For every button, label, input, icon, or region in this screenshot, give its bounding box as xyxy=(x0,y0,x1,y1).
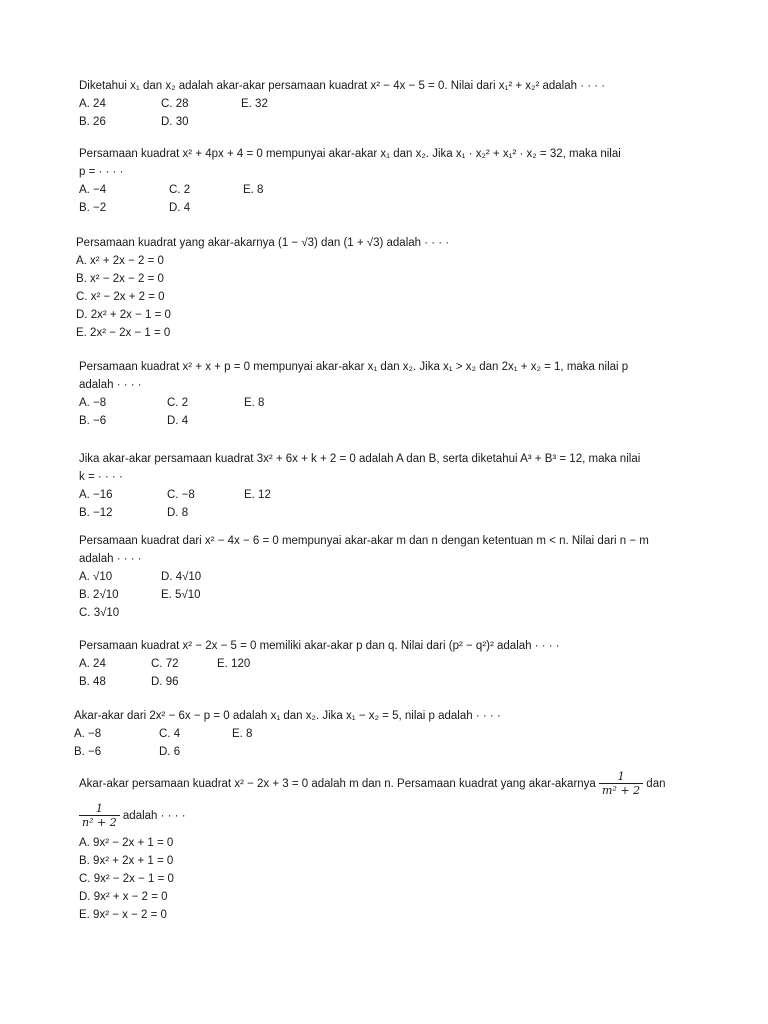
question-8-stem: Akar-akar dari 2x² − 6x − p = 0 adalah x₁ dan x₂. Jika x₁ − x₂ = 5, nilai p adalah · · · · xyxy=(74,710,501,722)
question-7 xyxy=(79,637,699,691)
question-6-stem-line-2: adalah · · · · xyxy=(79,553,142,565)
option-d: D. 4 xyxy=(167,415,189,427)
option-e: E. 8 xyxy=(243,184,264,196)
option-e: E. 5√10 xyxy=(161,589,201,601)
option-a: A. 24 xyxy=(79,658,106,670)
option-a: A. −4 xyxy=(79,184,107,196)
option-a: A. √10 xyxy=(79,571,113,583)
question-6-options-row-3 xyxy=(79,604,699,622)
question-3-option-b xyxy=(76,270,696,288)
question-1 xyxy=(79,77,699,131)
option-a: A. −16 xyxy=(79,489,113,501)
question-2 xyxy=(79,145,699,217)
option-a: A. 9x² − 2x + 1 = 0 xyxy=(79,837,174,849)
question-4-options-row-1 xyxy=(79,394,699,412)
question-2-stem-line-1: Persamaan kuadrat x² + 4px + 4 = 0 mempunyai akar-akar x₁ dan x₂. Jika x₁ · x₂² + x₁² · x₂ = 32, maka nilai xyxy=(79,148,621,160)
question-9-stem-text: Akar-akar persamaan kuadrat x² − 2x + 3 = 0 adalah m dan n. Persamaan kuadrat yang akar-akarnya xyxy=(79,778,596,790)
option-d: D. 4√10 xyxy=(161,571,202,583)
option-c: C. 72 xyxy=(151,658,179,670)
question-1-options-row-1 xyxy=(79,95,699,113)
question-7-options-row-2 xyxy=(79,673,699,691)
option-e: E. 12 xyxy=(244,489,271,501)
option-b: B. −6 xyxy=(79,415,107,427)
option-b: B. x² − 2x − 2 = 0 xyxy=(76,273,164,285)
question-9 xyxy=(79,770,719,924)
option-c: C. 2 xyxy=(167,397,189,409)
fraction-numerator: 1 xyxy=(599,770,643,784)
question-9-stem-connector: dan xyxy=(646,778,666,790)
option-c: C. 28 xyxy=(161,98,189,110)
option-b: B. −2 xyxy=(79,202,107,214)
option-c: C. −8 xyxy=(167,489,195,501)
option-e: E. 120 xyxy=(217,658,251,670)
question-2-options-row-1 xyxy=(79,181,699,199)
question-8-options-row-2 xyxy=(74,743,694,761)
option-d: D. 6 xyxy=(159,746,181,758)
question-7-options-row-1 xyxy=(79,655,699,673)
option-c: C. 3√10 xyxy=(79,607,120,619)
question-4 xyxy=(79,358,699,430)
option-e: E. 8 xyxy=(232,728,253,740)
question-6-options-row-1 xyxy=(79,568,699,586)
option-d: D. 8 xyxy=(167,507,189,519)
question-2-stem-line-2: p = · · · · xyxy=(79,166,124,178)
option-b: B. 9x² + 2x + 1 = 0 xyxy=(79,855,174,867)
option-c: C. 9x² − 2x − 1 = 0 xyxy=(79,873,174,885)
question-3 xyxy=(76,234,696,342)
question-5-stem-line-2: k = · · · · xyxy=(79,471,123,483)
option-a: A. 24 xyxy=(79,98,106,110)
option-b: B. 26 xyxy=(79,116,106,128)
fraction-1-over-m-squared-plus-2 xyxy=(599,770,643,797)
question-9-stem-ending: adalah · · · · xyxy=(122,810,186,822)
option-b: B. −12 xyxy=(79,507,113,519)
option-a: A. x² + 2x − 2 = 0 xyxy=(76,255,164,267)
option-c: C. 4 xyxy=(159,728,181,740)
question-9-stem-line-1 xyxy=(79,770,719,798)
question-3-option-d xyxy=(76,306,696,324)
option-d: D. 96 xyxy=(151,676,179,688)
question-5-options-row-2 xyxy=(79,504,699,522)
option-e: E. 8 xyxy=(244,397,265,409)
question-7-stem: Persamaan kuadrat x² − 2x − 5 = 0 memiliki akar-akar p dan q. Nilai dari (p² − q²)² adalah · · · · xyxy=(79,640,560,652)
question-6-stem-line-1: Persamaan kuadrat dari x² − 4x − 6 = 0 mempunyai akar-akar m dan n dengan ketentuan m < n. Nilai dari n − m xyxy=(79,535,649,547)
option-b: B. 48 xyxy=(79,676,106,688)
question-4-stem-line-2: adalah · · · · xyxy=(79,379,142,391)
question-5 xyxy=(79,450,699,522)
option-e: E. 2x² − 2x − 1 = 0 xyxy=(76,327,171,339)
option-e: E. 9x² − x − 2 = 0 xyxy=(79,909,167,921)
option-d: D. 9x² + x − 2 = 0 xyxy=(79,891,168,903)
option-c: C. 2 xyxy=(169,184,191,196)
question-6 xyxy=(79,532,699,622)
question-9-option-a xyxy=(79,834,719,852)
option-e: E. 32 xyxy=(241,98,268,110)
question-2-options-row-2 xyxy=(79,199,699,217)
fraction-denominator: n² + 2 xyxy=(82,816,117,830)
question-4-options-row-2 xyxy=(79,412,699,430)
option-a: A. −8 xyxy=(74,728,102,740)
question-4-stem-line-1: Persamaan kuadrat x² + x + p = 0 mempunyai akar-akar x₁ dan x₂. Jika x₁ > x₂ dan 2x₁ + x₂ = 1, maka nilai p xyxy=(79,361,629,373)
fraction-numerator: 1 xyxy=(79,802,120,816)
option-b: B. −6 xyxy=(74,746,102,758)
question-3-option-a xyxy=(76,252,696,270)
option-d: D. 4 xyxy=(169,202,191,214)
question-1-options-row-2 xyxy=(79,113,699,131)
question-9-stem-line-2 xyxy=(79,798,719,834)
question-8-options-row-1 xyxy=(74,725,694,743)
option-a: A. −8 xyxy=(79,397,107,409)
question-9-option-c xyxy=(79,870,719,888)
question-9-option-d xyxy=(79,888,719,906)
question-3-option-e xyxy=(76,324,696,342)
question-5-stem-line-1: Jika akar-akar persamaan kuadrat 3x² + 6x + k + 2 = 0 adalah A dan B, serta diketahui A³ + B³ = 12, maka nilai xyxy=(79,453,641,465)
question-3-option-c xyxy=(76,288,696,306)
question-9-option-b xyxy=(79,852,719,870)
option-b: B. 2√10 xyxy=(79,589,119,601)
question-5-options-row-1 xyxy=(79,486,699,504)
option-d: D. 2x² + 2x − 1 = 0 xyxy=(76,309,171,321)
fraction-1-over-n-squared-plus-2 xyxy=(79,802,120,829)
question-1-stem: Diketahui x₁ dan x₂ adalah akar-akar persamaan kuadrat x² − 4x − 5 = 0. Nilai dari x₁² + x₂² adalah · · · · xyxy=(79,80,606,92)
option-d: D. 30 xyxy=(161,116,189,128)
fraction-denominator: m² + 2 xyxy=(602,784,641,798)
question-6-options-row-2 xyxy=(79,586,699,604)
question-9-option-e xyxy=(79,906,719,924)
question-8 xyxy=(74,707,694,761)
question-3-stem: Persamaan kuadrat yang akar-akarnya (1 − √3) dan (1 + √3) adalah · · · · xyxy=(76,237,450,249)
option-c: C. x² − 2x + 2 = 0 xyxy=(76,291,165,303)
